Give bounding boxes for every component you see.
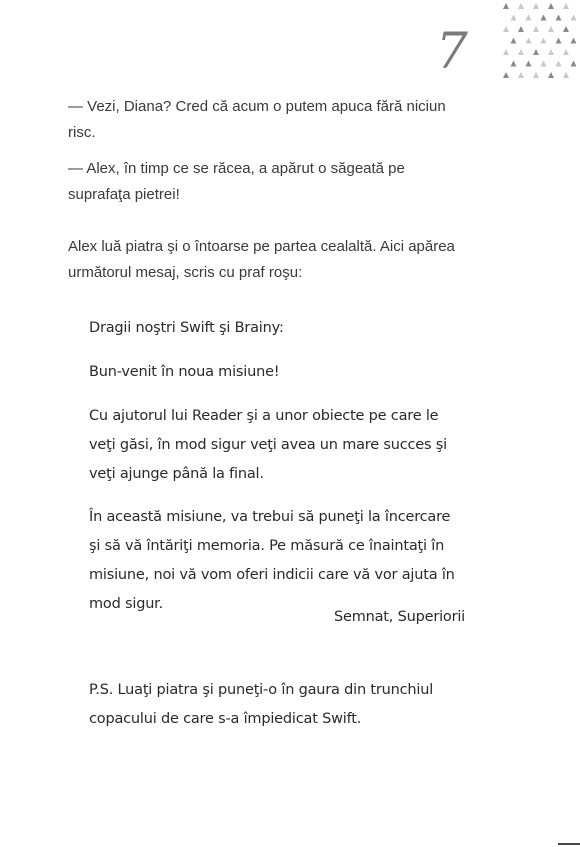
triangle-shape xyxy=(511,38,517,44)
triangle-shape xyxy=(526,15,532,21)
triangle-shape xyxy=(556,38,562,44)
triangle-shape xyxy=(556,61,562,67)
triangle-shape xyxy=(518,26,524,32)
letter-paragraph-2: În această misiune, va trebui să puneţi la încercare şi să vă întăriţi memoria. Pe măsură ce înaintaţi în misiune, noi vă vom oferi indicii care vă vor ajuta în mod sigur. xyxy=(89,509,455,612)
letter-signature: Semnat, Superiorii xyxy=(333,609,465,625)
triangle-shape xyxy=(518,3,524,9)
triangle-shape xyxy=(503,49,509,55)
triangle-shape xyxy=(533,3,539,9)
triangle-shape xyxy=(511,15,517,21)
triangle-shape xyxy=(563,3,569,9)
triangle-shape xyxy=(541,15,547,21)
narrative-line-3: Alex luă piatra şi o întoarse pe partea cealaltă. Aici apărea următorul mesaj, scris cu praf roşu: xyxy=(68,238,455,281)
triangle-shape xyxy=(571,38,577,44)
triangle-shape xyxy=(541,61,547,67)
triangle-shape xyxy=(571,61,577,67)
footer-rule xyxy=(558,843,580,845)
triangle-shape xyxy=(526,61,532,67)
triangle-shape xyxy=(563,49,569,55)
triangle-shape xyxy=(548,3,554,9)
triangle-shape xyxy=(526,38,532,44)
narrative-line-1: — Vezi, Diana? Cred că acum o putem apuca fără niciun risc. xyxy=(68,98,446,141)
triangle-shape xyxy=(533,49,539,55)
triangle-shape xyxy=(548,26,554,32)
triangle-shape xyxy=(503,72,509,78)
triangle-shape xyxy=(518,72,524,78)
page-number: 7 xyxy=(436,22,468,80)
triangle-shape xyxy=(563,26,569,32)
triangle-shape xyxy=(503,26,509,32)
triangle-shape xyxy=(503,3,509,9)
triangle-shape xyxy=(571,15,577,21)
triangle-shape xyxy=(548,72,554,78)
triangle-shape xyxy=(541,38,547,44)
triangle-shape xyxy=(518,49,524,55)
triangle-shape xyxy=(533,26,539,32)
triangle-shape xyxy=(511,61,517,67)
triangle-shape xyxy=(563,72,569,78)
triangle-shape xyxy=(556,15,562,21)
letter-paragraph-1: Cu ajutorul lui Reader şi a unor obiecte pe care le veţi găsi, în mod sigur veţi avea un mare succes şi veţi ajunge până la final. xyxy=(89,408,447,482)
triangle-shape xyxy=(533,72,539,78)
narrative-line-2: — Alex, în timp ce se răcea, a apărut o săgeată pe suprafaţa pietrei! xyxy=(68,160,405,203)
triangle-shape xyxy=(548,49,554,55)
letter-welcome: Bun-venit în noua misiune! xyxy=(89,364,280,380)
letter-greeting: Dragii noştri Swift şi Brainy: xyxy=(89,320,284,336)
letter-postscript: P.S. Luaţi piatra şi puneţi-o în gaura din trunchiul copacului de care s-a împiedicat Swift. xyxy=(89,682,434,727)
triangle-pattern-decoration xyxy=(496,0,576,84)
